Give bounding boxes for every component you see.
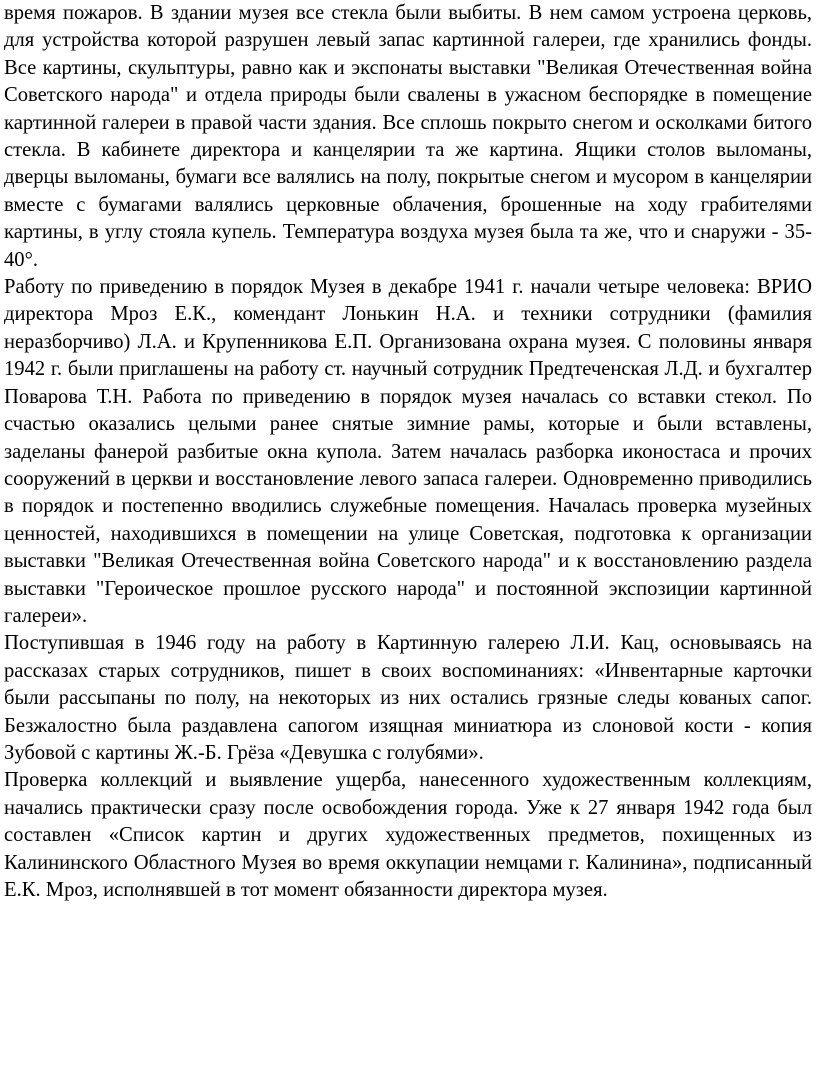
paragraph-kats-memoirs: Поступившая в 1946 году на работу в Картинную галерею Л.И. Кац, основываясь на рассказах старых сотрудников, пишет в своих воспоминаниях: «Инвентарные карточки были рассыпаны по полу, на некоторых из них остались грязные следы кованых сапог. Безжалостно была раздавлена сапогом изящная миниатюра из слоновой кости - копия Зубовой с картины Ж.-Б. Грёза «Девушка с голубями». — [4, 632, 812, 764]
document-page — [4, 0, 812, 904]
paragraph-collection-check: Проверка коллекций и выявление ущерба, нанесенного художественным коллекциям, начались практически сразу после освобождения города. Уже к 27 января 1942 года был составлен «Список картин и других художественных предметов, похищенных из Калининского Областного Музея во время оккупации немцами г. Калинина», подписанный Е.К. Мроз, исполнявшей в тот момент обязанности директора музея. — [4, 769, 812, 901]
paragraph-restoration-work: Работу по приведению в порядок Музея в декабре 1941 г. начали четыре человека: ВРИО директора Мроз Е.К., комендант Лонькин Н.А. и техники сотрудники (фамилия неразборчиво) Л.А. и Крупенникова Е.П. Организована охрана музея. С половины января 1942 г. были приглашены на работу ст. научный сотрудник Предтеченская Л.Д. и бухгалтер Поварова Т.Н. Работа по приведению в порядок музея началась со вставки стекол. По счастью оказались целыми ранее снятые зимние рамы, которые и были вставлены, заделаны фанерой разбитые окна купола. Затем началась разборка иконостаса и прочих сооружений в церкви и восстановление левого запаса галереи. Одновременно приводились в порядок и постепенно вводились служебные помещения. Началась проверка музейных ценностей, находившихся в помещении на улице Советская, подготовка к организации выставки "Великая Отечественная война Советского народа" и к восстановлению раздела выставки "Героическое прошлое русского народа" и постоянной экспозиции картинной галереи». — [4, 276, 812, 627]
paragraph-museum-damage: время пожаров. В здании музея все стекла были выбиты. В нем самом устроена церковь, для устройства которой разрушен левый запас картинной галереи, где хранились фонды. Все картины, скульптуры, равно как и экспонаты выставки "Великая Отечественная война Советского народа" и отдела природы были свалены в ужасном беспорядке в помещение картинной галереи в правой части здания. Все сплошь покрыто снегом и осколками битого стекла. В кабинете директора и канцелярии та же картина. Ящики столов выломаны, дверцы выломаны, бумаги все валялись на полу, покрытые снегом и мусором в канцелярии вместе с бумагами валялись церковные облачения, брошенные на ходу грабителями картины, в углу стояла купель. Температура воздуха музея была та же, что и снаружи - 35-40°. — [4, 2, 812, 271]
